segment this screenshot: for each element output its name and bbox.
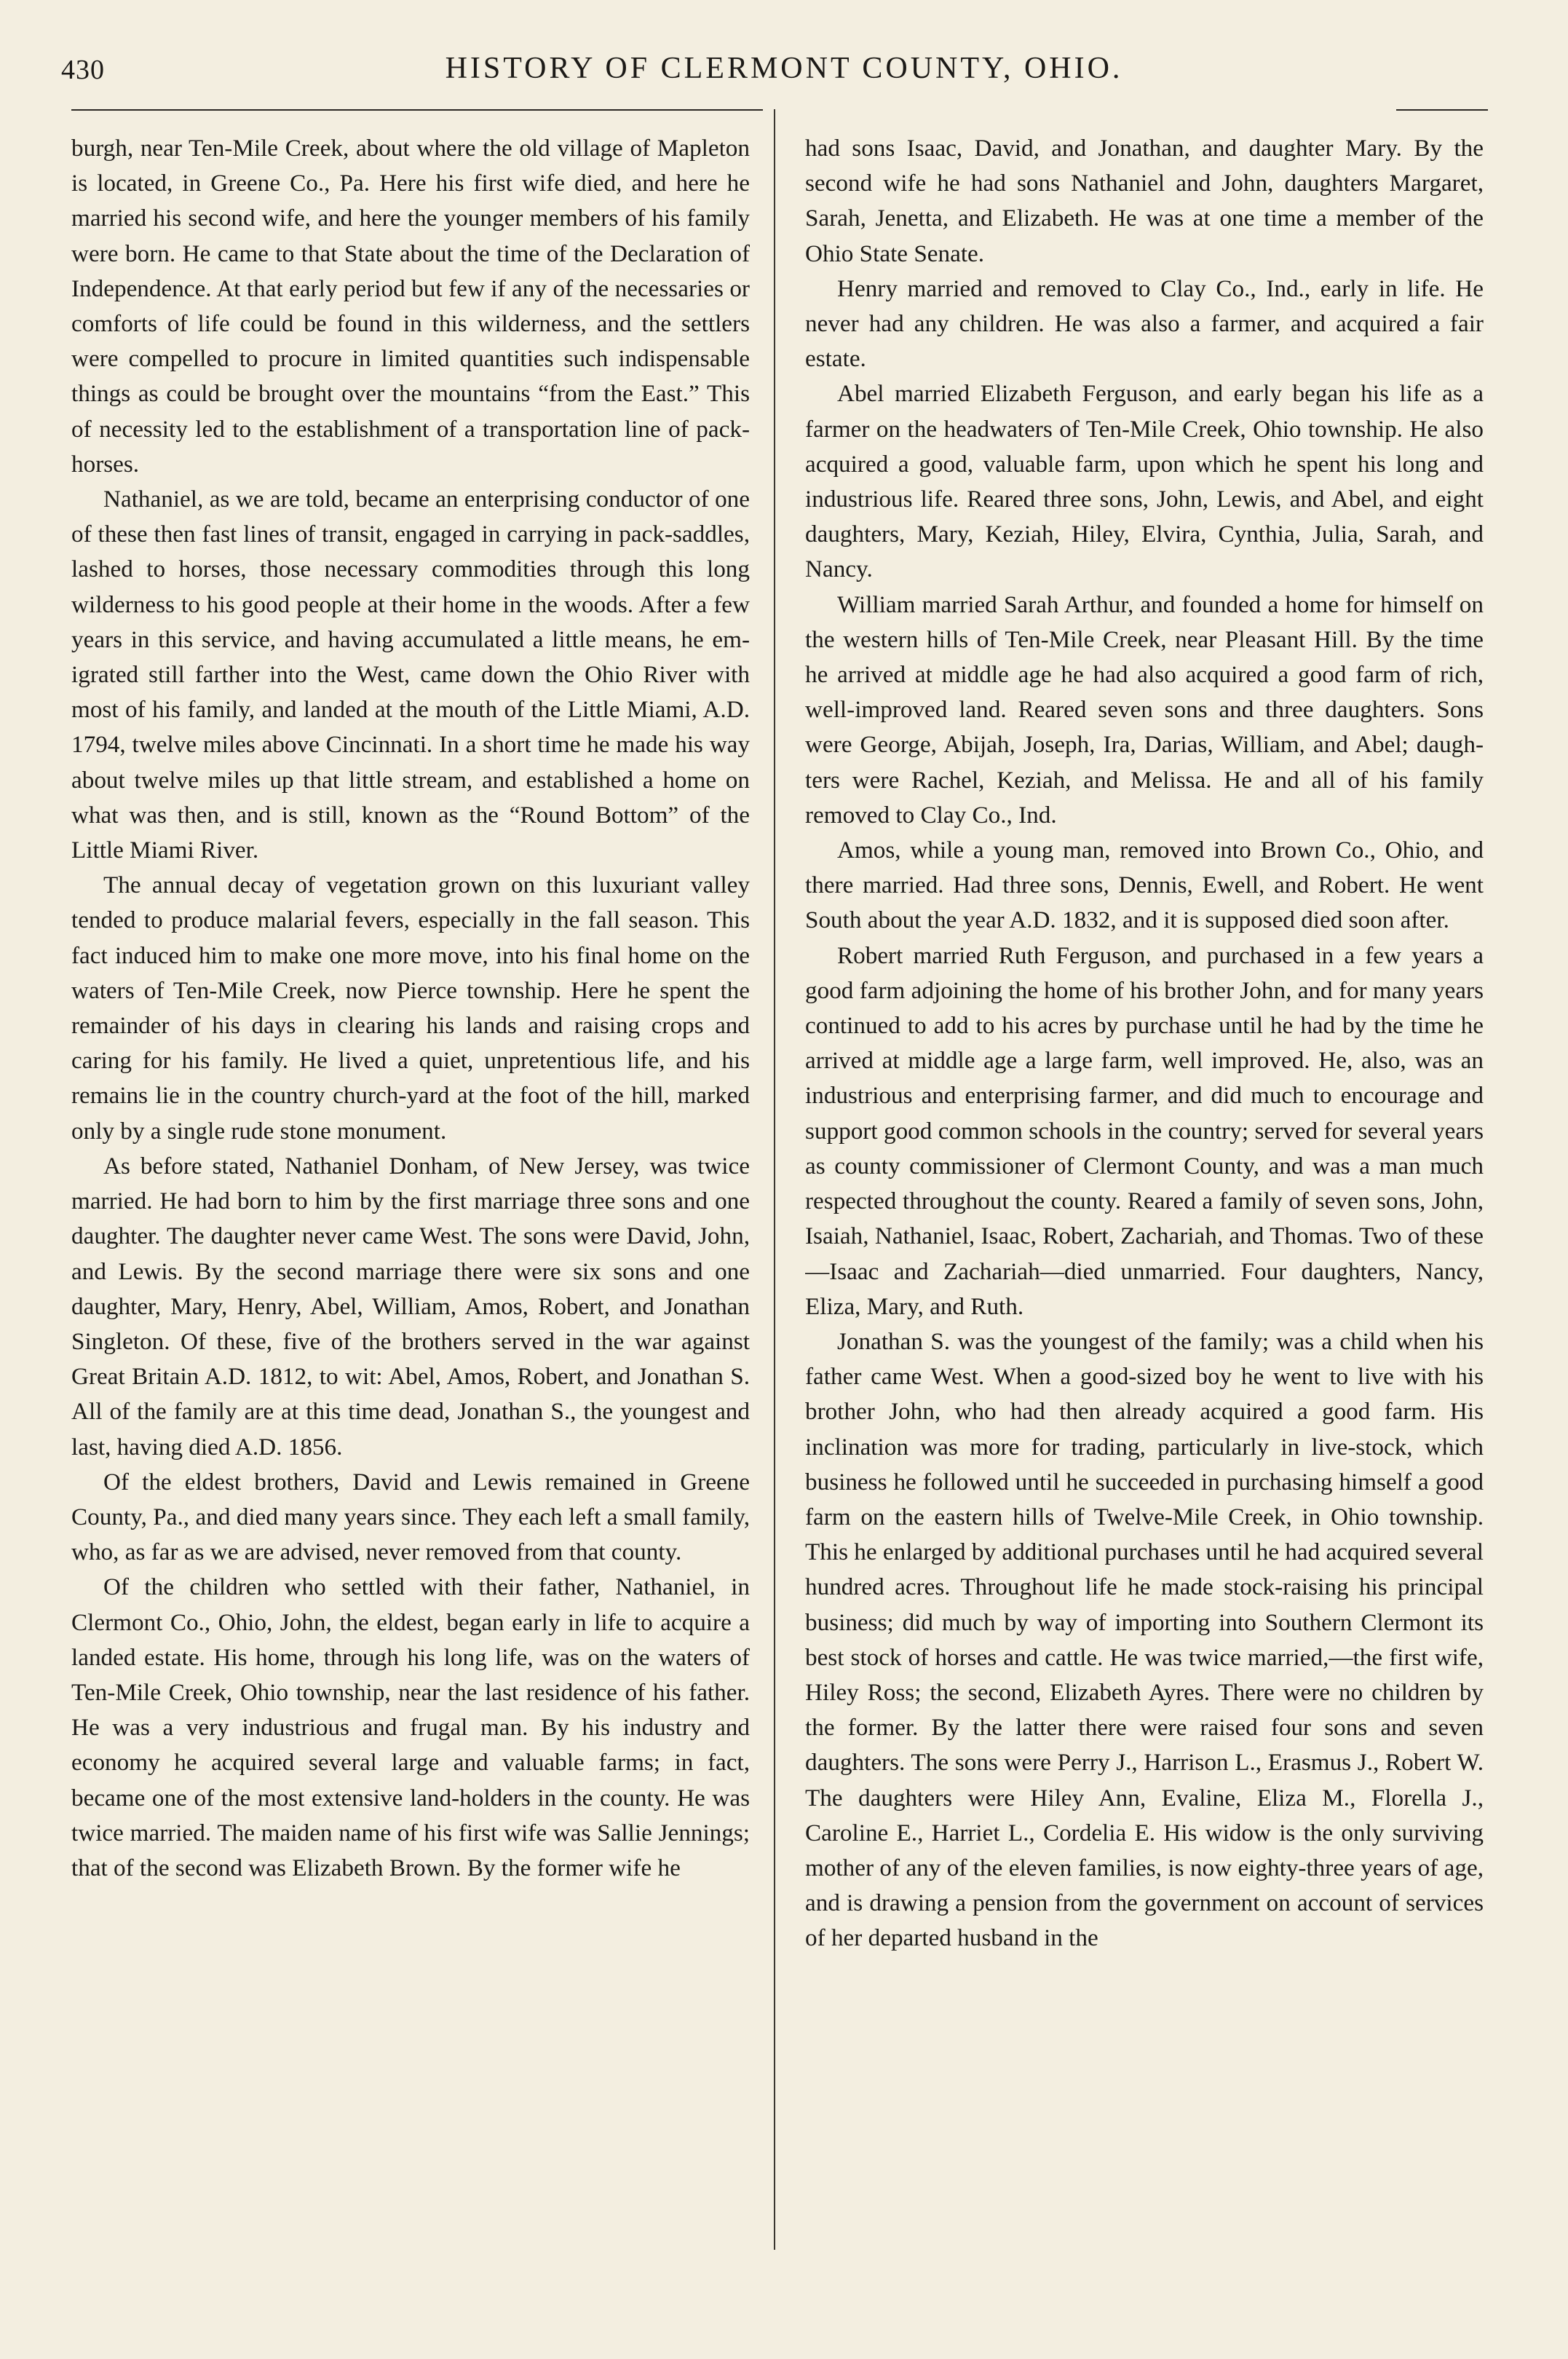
paragraph: The annual decay of vegetation grown on this luxuriant valley tended to produce malarial fevers, especially in the fall season. This fact induced him to make one more move, into his final home on the waters of Ten-Mile Creek, now Pierce township. Here he spent the remainder of his days in clearing his lands and raising crops and caring for his family. He lived a quiet, unpretentious life, and his remains lie in the country church-yard at the foot of the hill, marked only by a single rude stone monument. [71, 872, 750, 1145]
paragraph: had sons Isaac, David, and Jonathan, and daughter Mary. By the second wife he had sons Nathaniel and John, daughters Margaret, Sarah, Jenetta, and Elizabeth. He was at one time a member of the Ohio State Senate. [805, 135, 1484, 267]
paragraph: Jonathan S. was the youngest of the family; was a child when his father came West. When a good-sized boy he went to live with his brother John, who had then already acquired a good farm. His inclination was more for trading, particularly in live-stock, which business he followed until he succeeded in purchasing himself a good farm on the eastern hills of Twelve-Mile Creek, in Ohio township. This he enlarged by additional purchases until he had acquired several hundred acres. Throughout life he made stock-raising his principal business; did much by way of importing into Southern Clermont its best stock of horses and cattle. He was twice married,—the first wife, Hiley Ross; the second, Elizabeth Ayres. There were no children by the former. By the latter there were raised four sons and seven daughters. The sons were Perry J., Harrison L., Erasmus J., Robert W. The daughters were Hiley Ann, Evaline, Eliza M., Florella J., Caroline E., Harriet L., Cordelia E. His widow is the only surviving mother of any of the eleven families, is now eighty-three years of age, and is drawing a pension from the government on account of services of her departed husband in the [805, 1327, 1484, 1952]
right-column [805, 131, 1484, 2257]
column-divider [774, 109, 775, 2250]
paragraph: Abel married Elizabeth Ferguson, and early began his life as a farmer on the headwaters of Ten-Mile Creek, Ohio township. He also acquired a good, valuable farm, upon which he spent his long and industrious life. Reared three sons, John, Lewis, and Abel, and eight daughters, Mary, Keziah, Hiley, Elvira, Cynthia, Julia, Sarah, and Nancy. [805, 380, 1484, 583]
header-rule-left [71, 109, 763, 111]
paragraph: burgh, near Ten-Mile Creek, about where the old village of Mapleton is located, in Greene Co., Pa. Here his first wife died, and here he married his second wife, and here the younger members of his family were born. He came to that State about the time of the Declaration of Independence. At that early period but few if any of the necessaries or comforts of life could be found in this wilderness, and the settlers were compelled to procure in limited quantities such indispensable things as could be brought over the mountains “from the East.” This of necessity led to the establishment of a transportation line of pack-horses. [71, 135, 750, 478]
left-column [71, 131, 750, 2257]
paragraph: William married Sarah Arthur, and founded a home for himself on the western hills of Ten-Mile Creek, near Pleasant Hill. By the time he arrived at middle age he had also acquired a good farm of rich, well-improved land. Reared seven sons and three daughters. Sons were George, Abijah, Joseph, Ira, Darias, William, and Abel; daughters were Rachel, Keziah, and Melissa. He and all of his family removed to Clay Co., Ind. [805, 590, 1484, 829]
paragraph: Henry married and removed to Clay Co., Ind., early in life. He never had any children. He was also a farmer, and acquired a fair estate. [805, 274, 1484, 373]
running-head: HISTORY OF CLERMONT COUNTY, OHIO. [445, 52, 1123, 85]
paragraph: As before stated, Nathaniel Donham, of New Jersey, was twice married. He had born to him by the first marriage three sons and one daughter. The daughter never came West. The sons were David, John, and Lewis. By the second marriage there were six sons and one daughter, Mary, Henry, Abel, William, Amos, Robert, and Jonathan Singleton. Of these, five of the brothers served in the war against Great Britain A.D. 1812, to wit: Abel, Amos, Robert, and Jonathan S. All of the family are at this time dead, Jonathan S., the youngest and last, having died A.D. 1856. [71, 1152, 750, 1461]
page-number: 430 [61, 55, 105, 85]
paragraph: Robert married Ruth Ferguson, and purchased in a few years a good farm adjoining the home of his brother John, and for many years continued to add to his acres by purchase until he had by the time he arrived at middle age a large farm, well improved. He, also, was an industrious and enterprising farmer, and did much to encourage and support good common schools in the country; served for several years as county commissioner of Clermont County, and was a man much respected throughout the county. Reared a family of seven sons, John, Isaiah, Nathaniel, Isaac, Robert, Zachariah, and Thomas. Two of these—Isaac and Zachariah—died unmarried. Four daughters, Nancy, Eliza, Mary, and Ruth. [805, 941, 1484, 1320]
paragraph: Of the children who settled with their father, Nathaniel, in Clermont Co., Ohio, John, the eldest, began early in life to acquire a landed estate. His home, through his long life, was on the waters of Ten-Mile Creek, Ohio township, near the last residence of his father. He was a very industrious and frugal man. By his industry and economy he acquired several large and valuable farms; in fact, became one of the most extensive land-holders in the county. He was twice married. The maiden name of his first wife was Sallie Jennings; that of the second was Elizabeth Brown. By the former wife he [71, 1573, 750, 1881]
paragraph: Nathaniel, as we are told, became an enterprising conductor of one of these then fast lines of transit, engaged in carrying in pack-saddles, lashed to horses, those necessary commodities through this long wilderness to his good people at their home in the woods. After a few years in this service, and having accumulated a little means, he emigrated still farther into the West, came down the Ohio River with most of his family, and landed at the mouth of the Little Miami, A.D. 1794, twelve miles above Cincinnati. In a short time he made his way about twelve miles up that little stream, and established a home on what was then, and is still, known as the “Round Bottom” of the Little Miami River. [71, 486, 750, 864]
header-rule-right [1396, 109, 1488, 111]
paragraph: Of the eldest brothers, David and Lewis remained in Greene County, Pa., and died many years since. They each left a small family, who, as far as we are advised, never removed from that county. [71, 1468, 750, 1566]
paragraph: Amos, while a young man, removed into Brown Co., Ohio, and there married. Had three sons, Dennis, Ewell, and Robert. He went South about the year A.D. 1832, and it is supposed died soon after. [805, 837, 1484, 934]
